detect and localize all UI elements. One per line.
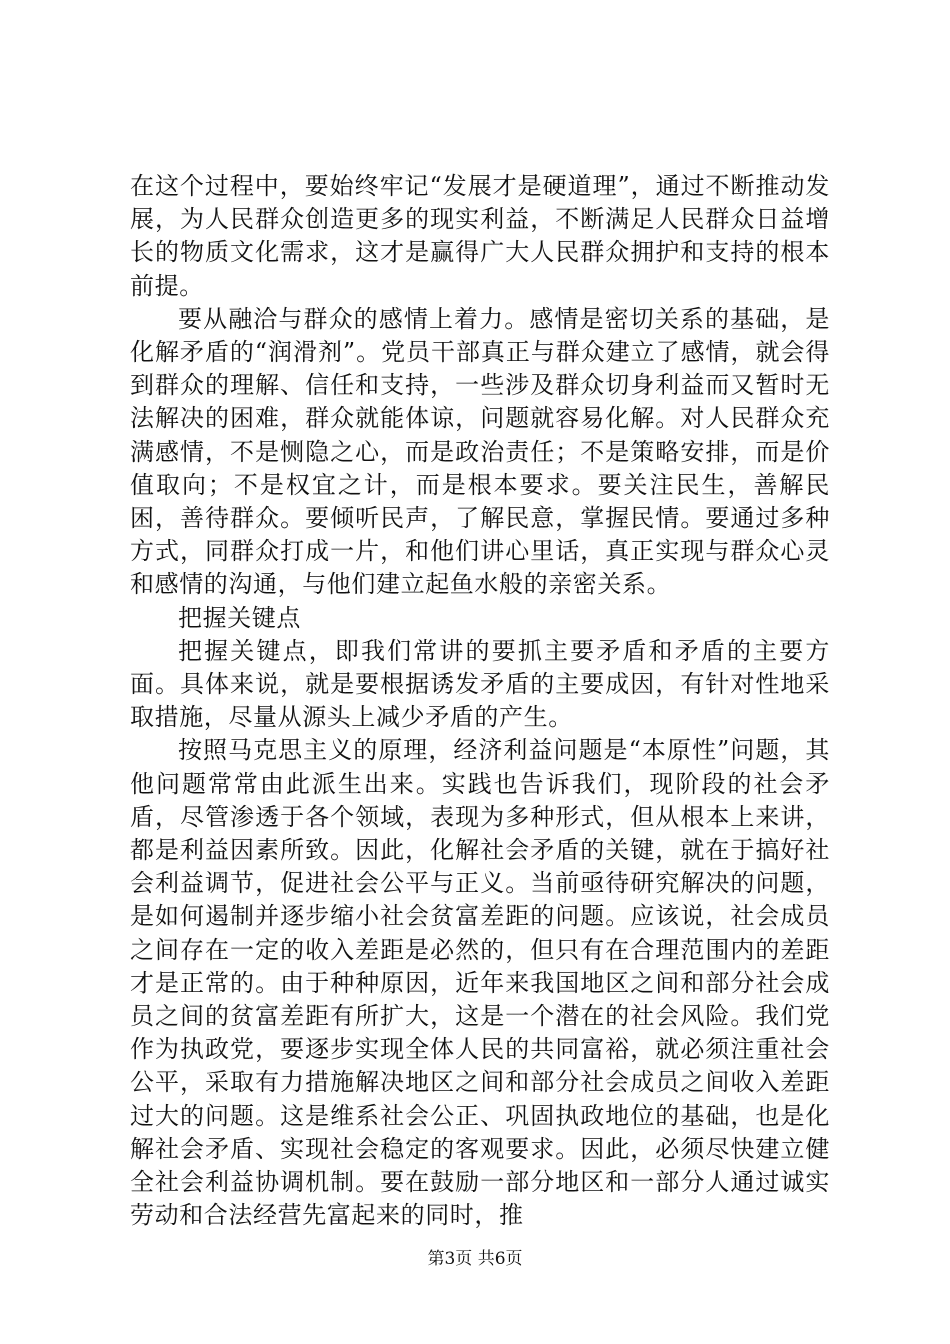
page-footer: 第3页 共6页 [427, 1249, 523, 1269]
document-body [130, 170, 830, 1233]
paragraph-1: 在这个过程中，要始终牢记“发展才是硬道理”，通过不断推动发展，为人民群众创造更多的现实利益，不断满足人民群众日益增长的物质文化需求，这才是赢得广大人民群众拥护和支持的根本前提。 [130, 172, 830, 300]
paragraph-3: 把握关键点，即我们常讲的要抓主要矛盾和矛盾的主要方面。具体来说，就是要根据诱发矛盾的主要成因，有针对性地采取措施，尽量从源头上减少矛盾的产生。 [130, 636, 830, 732]
paragraph-2: 要从融洽与群众的感情上着力。感情是密切关系的基础，是化解矛盾的“润滑剂”。党员干部真正与群众建立了感情，就会得到群众的理解、信任和支持，一些涉及群众切身利益而又暂时无法解决的困难，群众就能体谅，问题就容易化解。对人民群众充满感情，不是恻隐之心，而是政治责任；不是策略安排，而是价值取向；不是权宜之计，而是根本要求。要关注民生，善解民困，善待群众。要倾听民声，了解民意，掌握民情。要通过多种方式，同群众打成一片，和他们讲心里话，真正实现与群众心灵和感情的沟通，与他们建立起鱼水般的亲密关系。 [130, 304, 830, 599]
paragraph-4: 按照马克思主义的原理，经济利益问题是“本原性”问题，其他问题常常由此派生出来。实践也告诉我们，现阶段的社会矛盾，尽管渗透于各个领域，表现为多种形式，但从根本上来讲，都是利益因素所致。因此，化解社会矛盾的关键，就在于搞好社会利益调节，促进社会公平与正义。当前亟待研究解决的问题，是如何遏制并逐步缩小社会贫富差距的问题。应该说，社会成员之间存在一定的收入差距是必然的，但只有在合理范围内的差距才是正常的。由于种种原因，近年来我国地区之间和部分社会成员之间的贫富差距有所扩大，这是一个潜在的社会风险。我们党作为执政党，要逐步实现全体人民的共同富裕，就必须注重社会公平，采取有力措施解决地区之间和部分社会成员之间收入差距过大的问题。这是维系社会公正、巩固执政地位的基础，也是化解社会矛盾、实现社会稳定的客观要求。因此，必须尽快建立健全社会利益协调机制。要在鼓励一部分地区和一部分人通过诚实劳动和合法经营先富起来的同时，推 [130, 736, 830, 1230]
section-heading: 把握关键点 [178, 603, 301, 632]
